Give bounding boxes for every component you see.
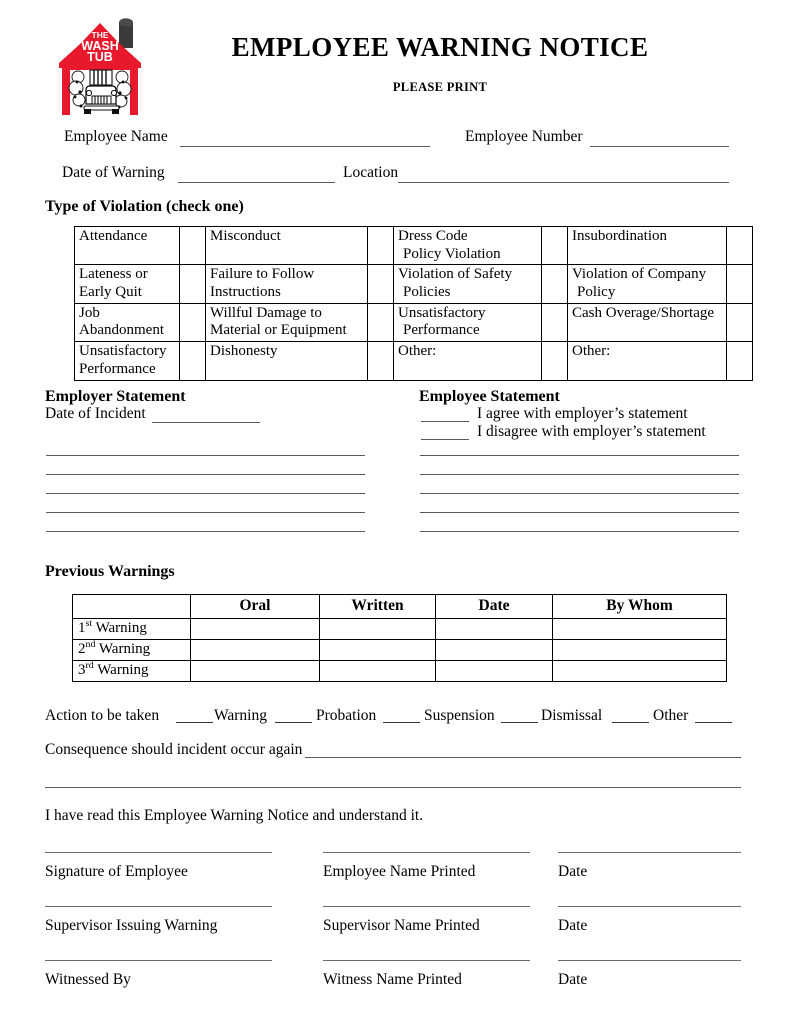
violation-type-table bbox=[74, 226, 753, 381]
violation-cell bbox=[394, 342, 542, 380]
witness-name-printed-label: Witness Name Printed bbox=[323, 971, 462, 988]
violation-cell bbox=[75, 342, 180, 380]
disagree-checkbox[interactable] bbox=[421, 439, 469, 440]
violation-cell bbox=[206, 265, 368, 303]
agree-label: I agree with employer’s statement bbox=[477, 405, 688, 422]
table-row bbox=[73, 661, 727, 682]
table-row bbox=[73, 640, 727, 661]
violation-label-line2: Early Quit bbox=[79, 284, 142, 301]
employee-name-printed-line[interactable] bbox=[323, 852, 530, 853]
consequence-input-line-2[interactable] bbox=[45, 787, 741, 788]
violation-cell bbox=[568, 342, 727, 380]
violation-label-line1: Misconduct bbox=[210, 228, 281, 244]
violation-checkbox[interactable] bbox=[368, 227, 394, 265]
violation-label-line2: Policies bbox=[403, 284, 451, 301]
signature-employee-line[interactable] bbox=[45, 852, 272, 853]
violation-cell bbox=[568, 227, 727, 265]
violation-label-line1: Failure to Follow bbox=[210, 266, 315, 283]
violation-checkbox[interactable] bbox=[727, 342, 753, 380]
disagree-label: I disagree with employer’s statement bbox=[477, 423, 706, 440]
violation-label-line1: Dishonesty bbox=[210, 343, 278, 360]
page-title: EMPLOYEE WARNING NOTICE bbox=[231, 32, 649, 62]
violation-cell bbox=[568, 265, 727, 303]
column-header-by-whom: By Whom bbox=[553, 595, 727, 619]
column-header-written: Written bbox=[320, 595, 436, 619]
violation-checkbox[interactable] bbox=[542, 227, 568, 265]
violation-label-line1: Job bbox=[79, 304, 100, 321]
employer-statement-line[interactable] bbox=[46, 455, 365, 456]
action-blank-other-value[interactable] bbox=[695, 722, 732, 723]
violation-checkbox[interactable] bbox=[180, 265, 206, 303]
violation-heading: Type of Violation (check one) bbox=[45, 198, 244, 215]
logo-line1: THE bbox=[91, 30, 109, 40]
date-of-warning-label: Date of Warning bbox=[62, 164, 165, 181]
employee-number-input[interactable] bbox=[590, 146, 729, 147]
action-label: Action to be taken bbox=[45, 707, 160, 724]
action-blank-suspension[interactable] bbox=[383, 722, 420, 723]
warning-row-word: Warning bbox=[93, 662, 149, 679]
warning-date-cell[interactable] bbox=[436, 640, 553, 661]
employee-statement-line[interactable] bbox=[420, 531, 739, 532]
previous-warnings-heading: Previous Warnings bbox=[45, 563, 175, 580]
violation-checkbox[interactable] bbox=[727, 227, 753, 265]
employee-date-label: Date bbox=[558, 863, 588, 880]
violation-label-line2: Performance bbox=[403, 322, 480, 339]
warning-row-label bbox=[73, 640, 191, 661]
action-option-dismissal: Dismissal bbox=[541, 707, 603, 724]
violation-label-line1: Lateness or bbox=[79, 266, 148, 283]
warning-ordinal: 3 bbox=[78, 662, 86, 679]
warning-written-cell[interactable] bbox=[320, 640, 436, 661]
supervisor-name-printed-label: Supervisor Name Printed bbox=[323, 917, 480, 934]
warning-written-cell[interactable] bbox=[320, 619, 436, 640]
warning-bywhom-cell[interactable] bbox=[553, 661, 727, 682]
warning-ordinal-suffix: st bbox=[85, 618, 93, 630]
violation-cell bbox=[568, 303, 727, 341]
warning-ordinal-suffix: rd bbox=[85, 660, 94, 672]
violation-checkbox[interactable] bbox=[368, 303, 394, 341]
violation-label-line2: Abandonment bbox=[79, 322, 164, 339]
employee-name-label: Employee Name bbox=[64, 128, 168, 145]
violation-checkbox[interactable] bbox=[542, 342, 568, 380]
warning-row-word: Warning bbox=[92, 620, 147, 637]
warning-row-label bbox=[73, 661, 191, 682]
date-of-warning-input[interactable] bbox=[178, 182, 335, 183]
violation-cell bbox=[394, 303, 542, 341]
violation-checkbox[interactable] bbox=[180, 342, 206, 380]
supervisor-signature-line[interactable] bbox=[45, 906, 272, 907]
violation-cell bbox=[394, 227, 542, 265]
barn-logo-icon bbox=[56, 12, 148, 120]
employer-statement-line[interactable] bbox=[46, 512, 365, 513]
violation-label-line2: Material or Equipment bbox=[210, 322, 347, 339]
date-of-incident-label: Date of Incident bbox=[45, 405, 146, 422]
action-option-suspension: Suspension bbox=[424, 707, 495, 724]
employee-statement-heading: Employee Statement bbox=[419, 388, 560, 405]
violation-label-line1: Violation of Safety bbox=[398, 266, 513, 283]
violation-checkbox[interactable] bbox=[368, 342, 394, 380]
violation-label-line2: Policy Violation bbox=[403, 245, 501, 262]
date-of-incident-input[interactable] bbox=[152, 422, 260, 423]
employee-name-printed-label: Employee Name Printed bbox=[323, 863, 476, 880]
employee-statement-line[interactable] bbox=[420, 455, 739, 456]
warning-ordinal: 1 bbox=[78, 620, 86, 637]
violation-cell bbox=[206, 303, 368, 341]
warning-row-label bbox=[73, 619, 191, 640]
employer-statement-line[interactable] bbox=[46, 493, 365, 494]
table-row bbox=[75, 303, 753, 341]
violation-cell bbox=[75, 265, 180, 303]
table-row bbox=[75, 265, 753, 303]
violation-label-line2: Performance bbox=[79, 360, 156, 377]
violation-label-line1: Other: bbox=[572, 343, 611, 360]
warning-bywhom-cell[interactable] bbox=[553, 619, 727, 640]
action-blank-probation[interactable] bbox=[275, 722, 312, 723]
action-blank-warning[interactable] bbox=[176, 722, 213, 723]
employee-statement-line[interactable] bbox=[420, 493, 739, 494]
employee-number-label: Employee Number bbox=[465, 128, 583, 145]
violation-label-line1: Cash Overage/Shortage bbox=[572, 304, 715, 321]
supervisor-name-printed-line[interactable] bbox=[323, 906, 530, 907]
warning-bywhom-cell[interactable] bbox=[553, 640, 727, 661]
violation-label-line2: Instructions bbox=[210, 284, 281, 301]
warning-oral-cell[interactable] bbox=[191, 619, 320, 640]
witness-signature-line[interactable] bbox=[45, 960, 272, 961]
table-header-row bbox=[73, 595, 727, 619]
violation-label-line1: Attendance bbox=[79, 228, 148, 244]
witness-date-label: Date bbox=[558, 971, 588, 988]
violation-label-line1: Insubordination bbox=[572, 228, 667, 244]
warning-ordinal-suffix: nd bbox=[85, 639, 96, 651]
violation-checkbox[interactable] bbox=[542, 265, 568, 303]
action-option-warning: Warning bbox=[214, 707, 267, 724]
violation-label-line1: Other: bbox=[398, 343, 437, 360]
violation-cell bbox=[394, 265, 542, 303]
table-row bbox=[75, 342, 753, 380]
the-wash-tub-logo bbox=[56, 12, 148, 120]
column-header-blank bbox=[73, 595, 191, 619]
violation-label-line2: Policy bbox=[577, 284, 616, 301]
previous-warnings-table bbox=[72, 594, 727, 682]
action-blank-other[interactable] bbox=[612, 722, 649, 723]
logo-line3: TUB bbox=[87, 50, 113, 64]
location-input[interactable] bbox=[398, 182, 729, 183]
violation-label-line1: Unsatisfactory bbox=[79, 343, 167, 360]
violation-label-line1: Dress Code bbox=[398, 228, 468, 244]
table-row bbox=[73, 619, 727, 640]
logo-line2: WASH bbox=[81, 39, 119, 53]
warning-oral-cell[interactable] bbox=[191, 640, 320, 661]
column-header-date: Date bbox=[436, 595, 553, 619]
warning-ordinal: 2 bbox=[78, 641, 86, 658]
action-blank-dismissal[interactable] bbox=[501, 722, 538, 723]
column-header-oral: Oral bbox=[191, 595, 320, 619]
employer-statement-heading: Employer Statement bbox=[45, 388, 186, 405]
supervisor-date-label: Date bbox=[558, 917, 588, 934]
violation-checkbox[interactable] bbox=[368, 265, 394, 303]
warning-date-cell[interactable] bbox=[436, 619, 553, 640]
violation-cell bbox=[75, 303, 180, 341]
warning-row-word: Warning bbox=[95, 641, 151, 658]
violation-label-line1: Unsatisfactory bbox=[398, 304, 486, 321]
warning-date-cell[interactable] bbox=[436, 661, 553, 682]
witness-signature-label: Witnessed By bbox=[45, 971, 131, 988]
supervisor-signature-label: Supervisor Issuing Warning bbox=[45, 917, 218, 934]
employee-date-line[interactable] bbox=[558, 852, 741, 853]
employer-statement-line[interactable] bbox=[46, 531, 365, 532]
witness-name-printed-line[interactable] bbox=[323, 960, 530, 961]
violation-cell bbox=[206, 227, 368, 265]
violation-checkbox[interactable] bbox=[542, 303, 568, 341]
employee-statement-line[interactable] bbox=[420, 512, 739, 513]
violation-label-line1: Violation of Company bbox=[572, 266, 707, 283]
violation-checkbox[interactable] bbox=[180, 303, 206, 341]
supervisor-date-line[interactable] bbox=[558, 906, 741, 907]
please-print-subtitle: PLEASE PRINT bbox=[392, 80, 488, 94]
warning-written-cell[interactable] bbox=[320, 661, 436, 682]
violation-cell bbox=[75, 227, 180, 265]
consequence-label: Consequence should incident occur again bbox=[45, 741, 303, 758]
violation-checkbox[interactable] bbox=[180, 227, 206, 265]
acknowledgement-text: I have read this Employee Warning Notice and understand it. bbox=[45, 807, 424, 824]
employer-statement-line[interactable] bbox=[46, 474, 365, 475]
location-label: Location bbox=[343, 164, 399, 181]
witness-date-line[interactable] bbox=[558, 960, 741, 961]
table-row bbox=[75, 227, 753, 265]
action-option-probation: Probation bbox=[316, 707, 377, 724]
consequence-input-line-1[interactable] bbox=[305, 757, 741, 758]
employee-statement-line[interactable] bbox=[420, 474, 739, 475]
action-option-other: Other bbox=[653, 707, 689, 724]
signature-employee-label: Signature of Employee bbox=[45, 863, 188, 880]
violation-label-line1: Willful Damage to bbox=[210, 304, 322, 321]
violation-checkbox[interactable] bbox=[727, 303, 753, 341]
warning-oral-cell[interactable] bbox=[191, 661, 320, 682]
agree-checkbox[interactable] bbox=[421, 421, 469, 422]
employee-name-input[interactable] bbox=[180, 146, 430, 147]
violation-cell bbox=[206, 342, 368, 380]
violation-checkbox[interactable] bbox=[727, 265, 753, 303]
